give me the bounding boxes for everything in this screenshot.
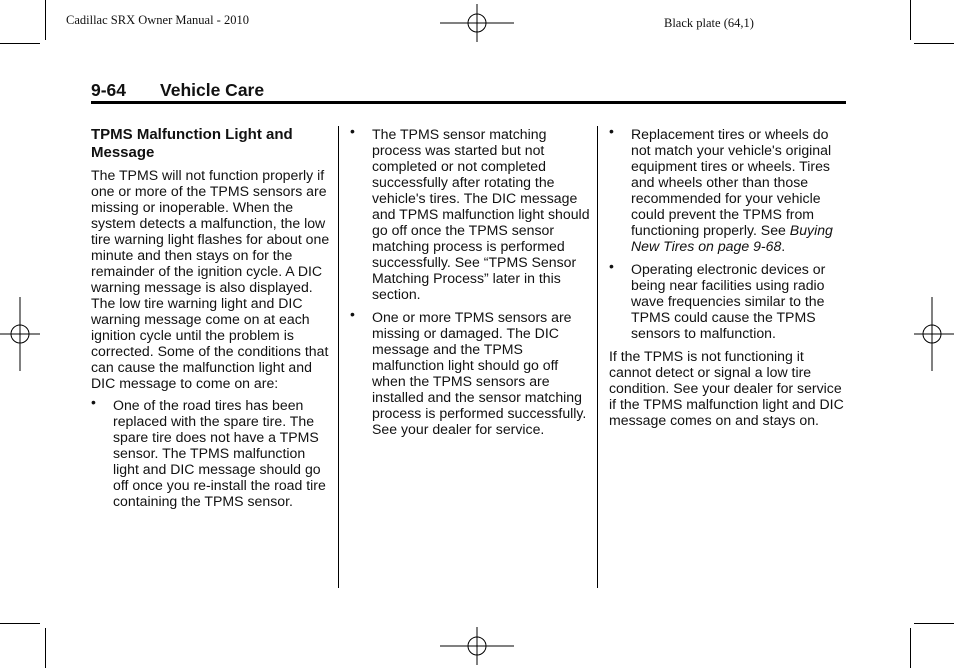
column-1 — [91, 126, 331, 516]
crop-mark — [910, 0, 911, 40]
list-item-text: Operating electronic devices or being near facilities using radio wave frequencies similar to the TPMS could cause the TPMS sensors to malfunction. — [631, 261, 826, 341]
paragraph: The TPMS will not function properly if one or more of the TPMS sensors are missing or inoperable. When the system detects a malfunction, the low tire warning light flashes for about one minute and then stays on for the remainder of the ignition cycle. A DIC warning message is also displayed. The low tire warning light and DIC warning message come on at each ignition cycle until the problem is corrected. Some of the conditions that can cause the malfunction light and DIC message to come on are: — [91, 167, 330, 391]
list-item — [609, 258, 845, 341]
list-item-text: The TPMS sensor matching process was started but not completed or not completed successfully after rotating the vehicle's tires. The DIC message and TPMS malfunction light should go off once the TPMS sensor matching process is performed successfully. See “TPMS Sensor Matching Process” later in this section. — [372, 126, 590, 302]
column-divider — [338, 126, 339, 588]
header-rule — [91, 101, 846, 104]
list-item-text: Replacement tires or wheels do not match your vehicle's original equipment tires or wheels. Tires and wheels other than those recommended for your vehicle could prevent the TPMS from functioning properly. See Buying New Tires on page 9-68. — [631, 126, 833, 254]
plate-label: Black plate (64,1) — [664, 16, 754, 30]
column-divider — [597, 126, 598, 588]
registration-mark-bottom — [440, 627, 514, 665]
cross-reference-link[interactable]: Buying New Tires on page 9-68 — [631, 222, 833, 254]
page-number: 9-64 — [91, 80, 127, 100]
list-item-text: One of the road tires has been replaced with the spare tire. The spare tire does not have a TPMS sensor. The TPMS malfunction light and DIC message should go off once you re-install the road tire containing the TPMS sensor. — [113, 397, 326, 509]
list-item-text: One or more TPMS sensors are missing or damaged. The DIC message and the TPMS malfunction light should go off when the TPMS sensors are installed and the sensor matching process is performed successfully. See your dealer for service. — [372, 309, 587, 437]
section-header — [91, 80, 264, 101]
list-item — [350, 123, 590, 302]
list-item — [91, 394, 331, 509]
bullet-icon: • — [350, 123, 355, 139]
crop-mark — [0, 623, 40, 624]
list-item — [350, 306, 590, 437]
crop-mark — [45, 628, 46, 668]
paragraph: If the TPMS is not functioning it cannot detect or signal a low tire condition. See your dealer for service if the TPMS malfunction light and DIC message comes on and stays on. — [609, 348, 844, 428]
crop-mark — [914, 623, 954, 624]
crop-mark — [914, 43, 954, 44]
manual-title: Cadillac SRX Owner Manual - 2010 — [66, 13, 249, 27]
crop-mark — [910, 628, 911, 668]
registration-mark-right — [914, 297, 954, 371]
registration-mark-left — [0, 297, 40, 371]
list-item — [609, 123, 845, 254]
bullet-icon: • — [91, 394, 96, 410]
crop-mark — [0, 43, 40, 44]
column-2 — [350, 123, 590, 444]
crop-mark — [45, 0, 46, 40]
bullet-icon: • — [609, 258, 614, 274]
section-title: Vehicle Care — [160, 80, 265, 100]
subsection-heading: TPMS Malfunction Light and Message — [91, 126, 293, 161]
registration-mark-top — [440, 4, 514, 42]
bullet-icon: • — [609, 123, 614, 139]
column-3 — [609, 123, 845, 434]
bullet-icon: • — [350, 306, 355, 322]
